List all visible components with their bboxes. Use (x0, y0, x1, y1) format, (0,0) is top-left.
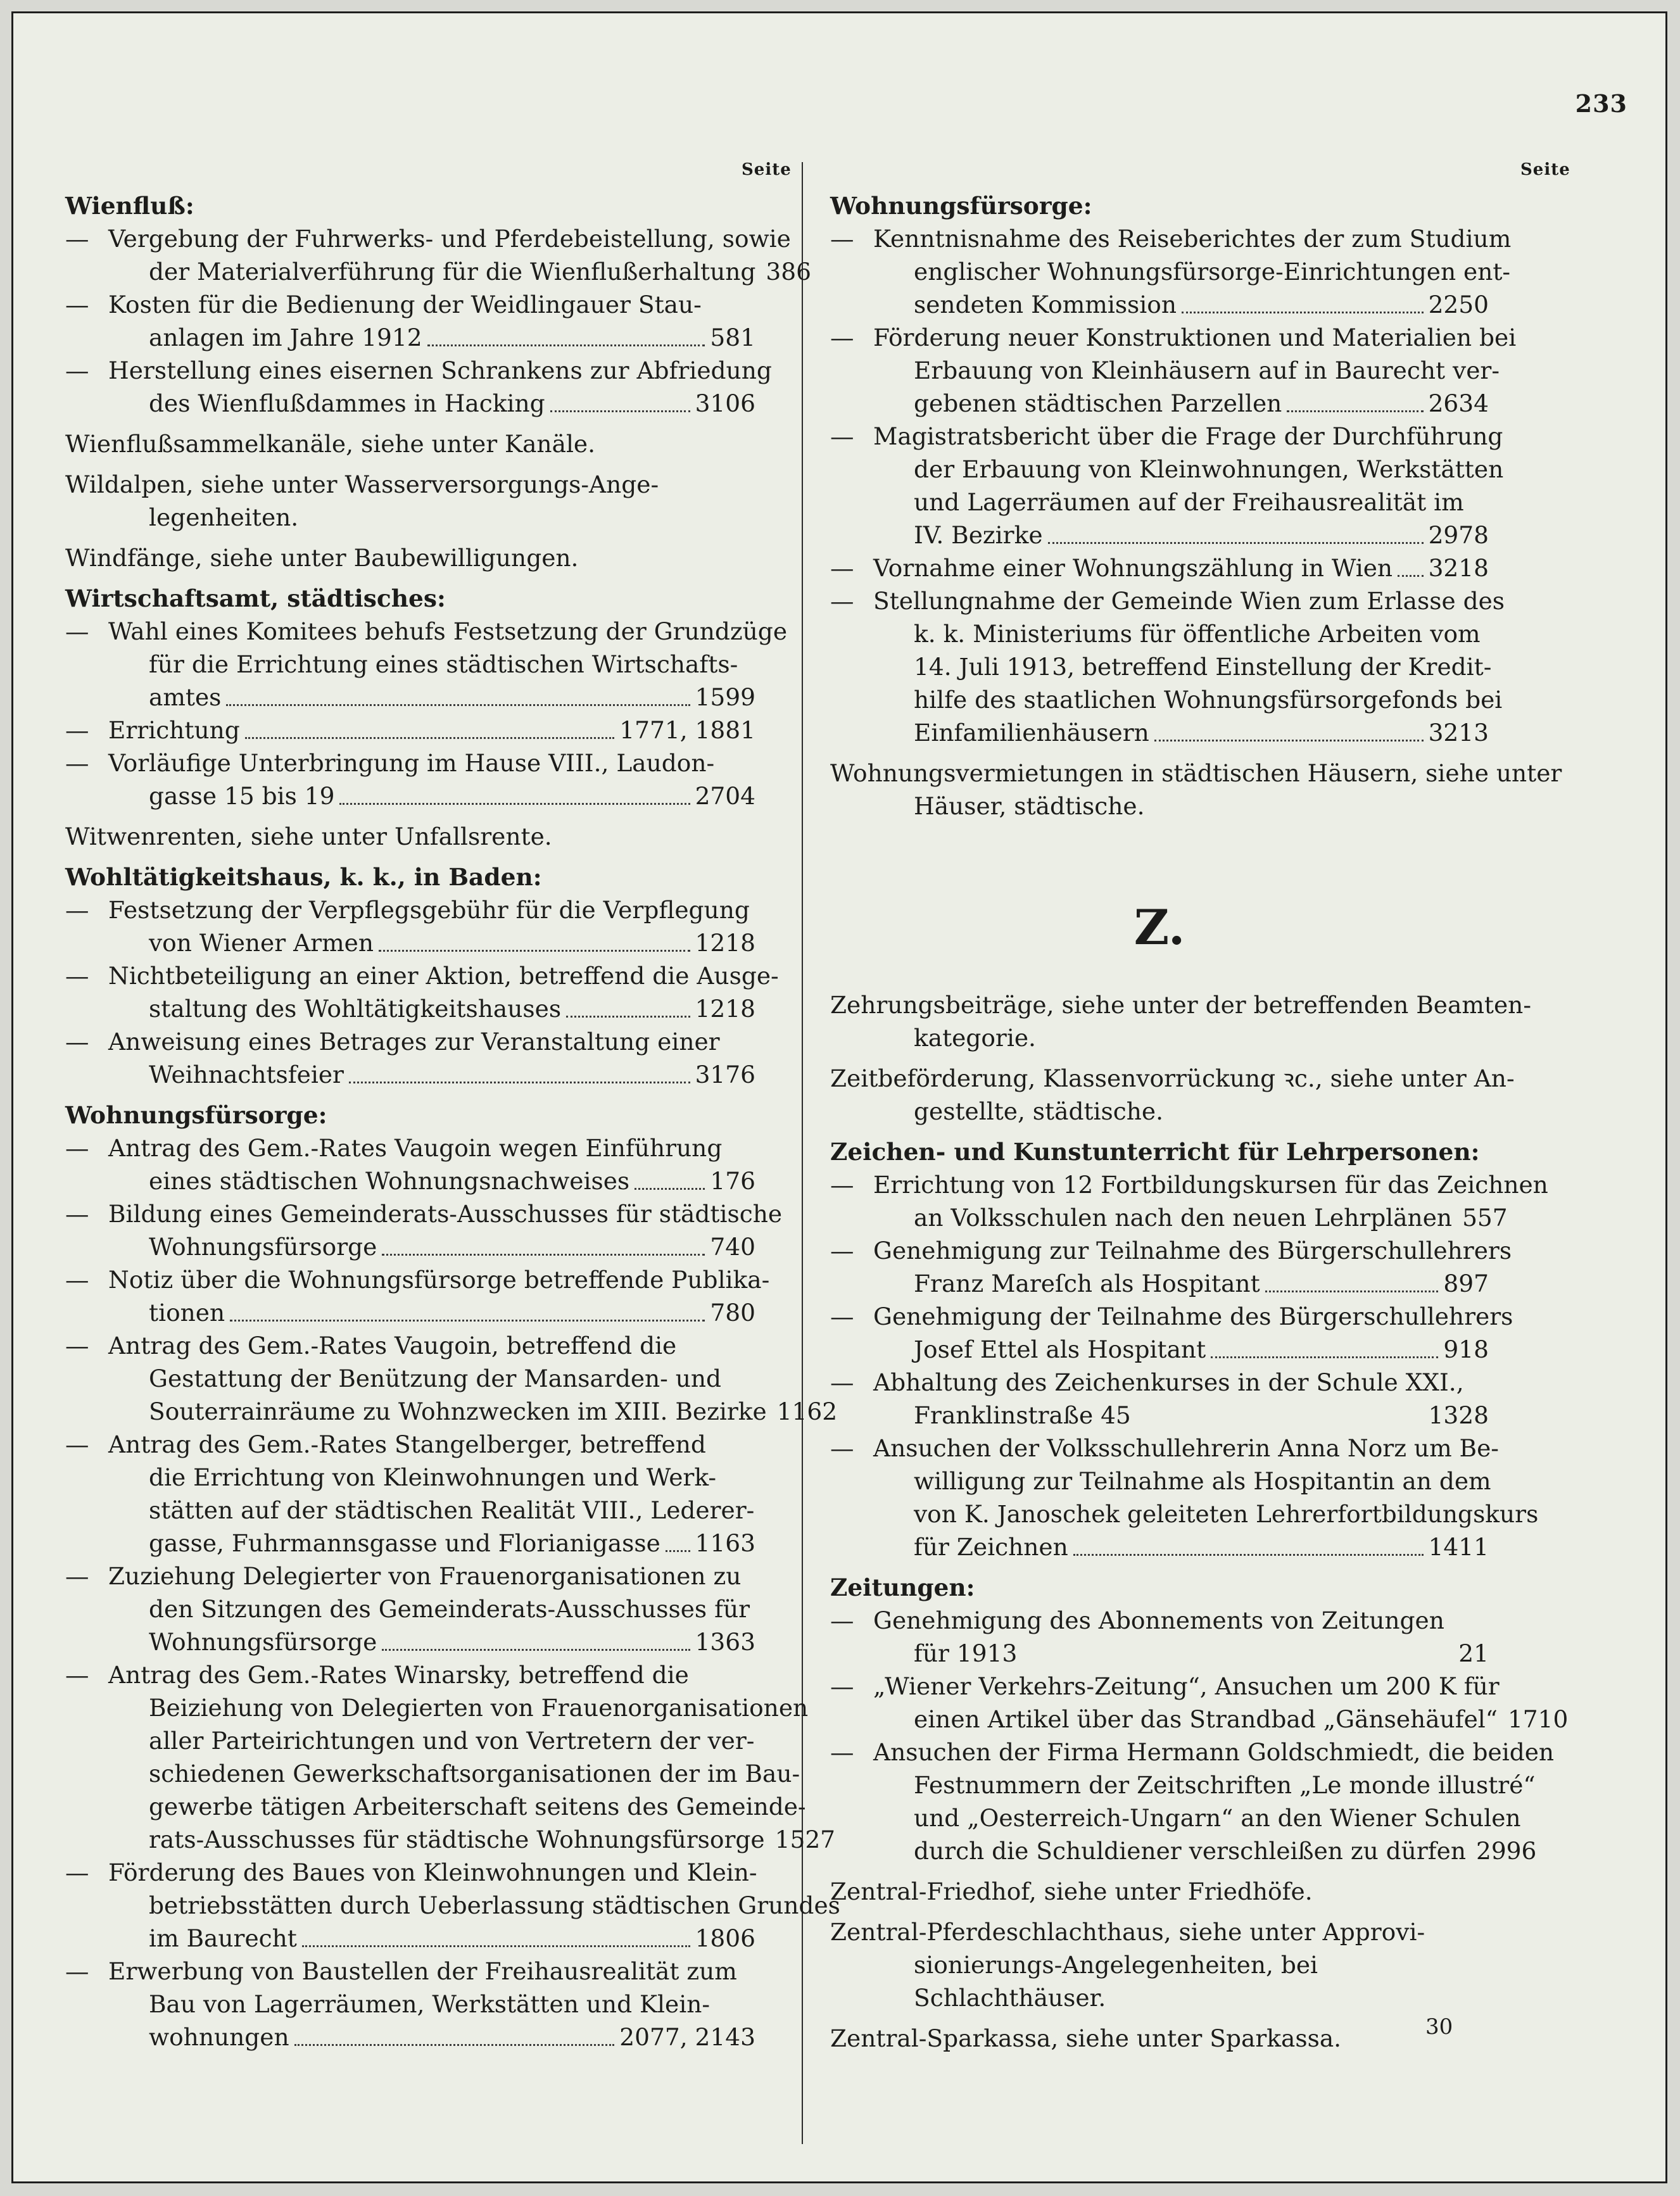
entry-dash: — (65, 1957, 89, 1985)
entry-continuation (830, 1465, 1489, 1498)
entry-continuation (830, 1769, 1536, 1802)
entry-dash: — (830, 1738, 854, 1766)
entry-continuation (65, 387, 755, 420)
page-ref: 176 (710, 1167, 755, 1195)
page-ref: 21 (1458, 1639, 1489, 1667)
entry-text: Kosten für die Bedienung der Weidlingauer Stau- (108, 291, 702, 319)
entry-text: für 1913 (914, 1639, 1018, 1667)
index-entry-continuation: legenheiten. (149, 503, 299, 531)
page-ref: 581 (710, 324, 755, 351)
entry-text: Festsetzung der Verpflegsgebühr für die Verpflegung (108, 896, 750, 924)
index-entry-continuation: Schlachthäuser. (914, 1984, 1106, 2012)
index-group (65, 468, 755, 534)
entry-continuation (830, 1201, 1508, 1234)
entry-continuation (65, 992, 755, 1025)
entry-text: eines städtischen Wohnungsnachweises (149, 1167, 630, 1195)
entry-dash: — (65, 1134, 89, 1162)
entry-text: Anweisung eines Betrages zur Veranstaltung einer (108, 1028, 720, 1056)
entry-dash: — (830, 1368, 854, 1396)
entry-text: englischer Wohnungsfürsorge-Einrichtungen ent- (914, 258, 1511, 286)
entry-text: aller Parteirichtungen und von Vertretern der ver- (149, 1727, 755, 1755)
entry-text: tionen (149, 1299, 225, 1327)
entry-dash: — (830, 1237, 854, 1265)
index-entry-continuation: gestellte, städtische. (914, 1097, 1164, 1125)
entry-text: Errichtung (108, 716, 240, 744)
entry-text: wohnungen (149, 2023, 289, 2051)
entry-text: Notiz über die Wohnungsfürsorge betreffende Publika- (108, 1266, 770, 1294)
entry-continuation (65, 1164, 755, 1197)
entry-dash: — (65, 1266, 89, 1294)
entry-continuation (830, 387, 1489, 420)
entry-line (830, 552, 1489, 584)
entry-text: Franz Mareſch als Hospitant (914, 1270, 1260, 1297)
entry-text: Bildung eines Gemeinderats-Ausschusses für städtische (108, 1200, 783, 1228)
entry-continuation (65, 1724, 755, 1757)
leader-dots (1136, 1391, 1424, 1424)
leader-dots (1073, 1523, 1424, 1556)
entry-continuation (830, 617, 1489, 650)
group-heading: Wohnungsfürsorge: (65, 1101, 327, 1129)
entry-continuation (830, 519, 1489, 552)
leader-dots (294, 2013, 615, 2046)
index-group (830, 2022, 1489, 2055)
entry-text: von Wiener Armen (149, 929, 374, 957)
entry-line (65, 1658, 755, 1691)
page-ref: 2996 (1475, 1837, 1537, 1865)
index-group (830, 988, 1532, 1054)
page-ref: 1363 (695, 1628, 755, 1656)
entry-continuation (830, 1834, 1537, 1867)
entry-continuation (65, 1823, 836, 1856)
entry-text: Abhaltung des Zeichenkurses in der Schule XXI., (873, 1368, 1464, 1396)
entry-text: und „Oesterreich-Ungarn“ an den Wiener Schulen (914, 1804, 1521, 1832)
leader-dots (245, 706, 615, 739)
entry-text: gasse, Fuhrmannsgasse und Florianigasse (149, 1529, 660, 1557)
page-ref: 3106 (695, 389, 755, 417)
index-group (830, 1135, 1548, 1563)
leader-dots (302, 1914, 690, 1947)
page-ref: 1218 (695, 995, 755, 1023)
entry-continuation (65, 1494, 755, 1527)
entry-continuation (65, 926, 755, 959)
leader-dots (1211, 1325, 1438, 1358)
entry-text: Antrag des Gem.-Rates Vaugoin, betreffend die (108, 1332, 677, 1360)
entry-text: des Wienflußdammes in Hacking (149, 389, 545, 417)
entry-line (830, 584, 1505, 617)
page-ref: 918 (1443, 1335, 1489, 1363)
entry-line (830, 222, 1512, 255)
entry-dash: — (65, 617, 89, 645)
entry-text: Antrag des Gem.-Rates Winarsky, betreffend die (108, 1661, 689, 1689)
entry-continuation (830, 716, 1489, 749)
entry-dash: — (65, 1028, 89, 1056)
entry-text: Josef Ettel als Hospitant (914, 1335, 1206, 1363)
footer-number: 30 (1425, 2014, 1453, 2040)
entry-text: den Sitzungen des Gemeinderats-Ausschusses für (149, 1595, 750, 1623)
page-ref: 1527 (774, 1826, 836, 1853)
page-ref: 2250 (1428, 291, 1489, 319)
entry-text: Wohnungsfürsorge (149, 1233, 377, 1261)
entry-continuation (65, 1230, 755, 1263)
right-column-header: Seite (1520, 160, 1570, 179)
entry-text: rats-Ausschusses für städtische Wohnungsfürsorge (149, 1826, 765, 1853)
leader-dots (550, 379, 690, 412)
entry-line (830, 1432, 1499, 1465)
entry-text: Ansuchen der Firma Hermann Goldschmiedt, die beiden (873, 1738, 1555, 1766)
entry-line (65, 1955, 755, 1988)
page-ref: 1218 (695, 929, 755, 957)
leader-dots (1265, 1259, 1439, 1292)
left-column (65, 189, 840, 2061)
leader-dots (1398, 544, 1424, 577)
entry-line (65, 1560, 755, 1593)
entry-text: Herstellung eines eisernen Schrankens zur Abfriedung (108, 357, 772, 384)
index-group (65, 820, 755, 853)
entry-line (830, 1670, 1500, 1703)
entry-continuation (65, 1527, 755, 1560)
page-ref: 1710 (1507, 1705, 1569, 1733)
entry-text: und Lagerräumen auf der Freihausrealität im (914, 488, 1464, 516)
entry-dash: — (830, 422, 854, 450)
entry-dash: — (65, 357, 89, 384)
leader-dots (1154, 709, 1424, 741)
index-group (830, 189, 1517, 749)
entry-text: betriebsstätten durch Ueberlassung städtischen Grundes (149, 1891, 840, 1919)
entry-dash: — (65, 1858, 89, 1886)
entry-line (830, 420, 1503, 453)
entry-line (65, 1856, 755, 1889)
group-heading: Wienfluß: (65, 192, 194, 220)
entry-text: Förderung neuer Konstruktionen und Materialien bei (873, 324, 1517, 351)
index-group (65, 427, 755, 460)
entry-text: einen Artikel über das Strandbad „Gänsehäufel“ (914, 1705, 1498, 1733)
left-column-header: Seite (742, 160, 792, 179)
leader-dots (349, 1051, 690, 1083)
entry-text: Kenntnisnahme des Reiseberichtes der zum Studium (873, 225, 1512, 253)
entry-text: k. k. Ministeriums für öffentliche Arbeiten vom (914, 620, 1481, 648)
entry-text: für Zeichnen (914, 1533, 1068, 1561)
entry-text: gebenen städtischen Parzellen (914, 389, 1282, 417)
entry-dash: — (830, 324, 854, 351)
page-ref: 1771, 1881 (619, 716, 755, 744)
entry-dash: — (65, 1661, 89, 1689)
page-ref: 557 (1462, 1204, 1508, 1232)
entry-text: Zuziehung Delegierter von Frauenorganisationen zu (108, 1562, 742, 1590)
entry-dash: — (65, 291, 89, 319)
entry-continuation (830, 1267, 1489, 1300)
entry-text: Nichtbeteiligung an einer Aktion, betreffend die Ausge- (108, 962, 779, 990)
entry-text: Franklinstraße 45 (914, 1401, 1131, 1429)
entry-dash: — (830, 1303, 854, 1330)
index-entry: Windfänge, siehe unter Baubewilligungen. (65, 544, 579, 572)
entry-text: Genehmigung des Abonnements von Zeitungen (873, 1606, 1444, 1634)
entry-dash: — (830, 1672, 854, 1700)
entry-dash: — (65, 1562, 89, 1590)
index-entry: Zehrungsbeiträge, siehe unter der betreffenden Beamten- (830, 991, 1532, 1019)
entry-text: Ansuchen der Volksschullehrerin Anna Norz um Be- (873, 1434, 1499, 1462)
index-entry: Wohnungsvermietungen in städtischen Häusern, siehe unter (830, 759, 1562, 787)
entry-text: Errichtung von 12 Fortbildungskursen für das Zeichnen (873, 1171, 1548, 1199)
entry-text: stätten auf der städtischen Realität VIII., Lederer- (149, 1496, 755, 1524)
entry-continuation (65, 1922, 755, 1955)
entry-text: Wahl eines Komitees behufs Festsetzung der Grundzüge (108, 617, 788, 645)
page-ref: 897 (1443, 1270, 1489, 1297)
entry-dash: — (830, 554, 854, 582)
entry-continuation (830, 1333, 1489, 1366)
page-ref: 740 (710, 1233, 755, 1261)
index-group (830, 1915, 1489, 2014)
entry-text: Beiziehung von Delegierten von Frauenorganisationen (149, 1694, 809, 1722)
leader-dots (382, 1223, 705, 1256)
entry-text: durch die Schuldiener verschleißen zu dürfen (914, 1837, 1466, 1865)
entry-text: gasse 15 bis 19 (149, 782, 335, 810)
entry-text: schiedenen Gewerkschaftsorganisationen der im Bau- (149, 1760, 800, 1788)
entry-continuation (830, 1703, 1569, 1736)
leader-dots (1022, 1629, 1453, 1662)
index-entry-continuation: sionierungs-Angelegenheiten, bei (914, 1951, 1318, 1979)
page-ref: 386 (766, 258, 811, 286)
index-group (65, 582, 788, 812)
entry-text: Genehmigung der Teilnahme des Bürgerschullehrers (873, 1303, 1513, 1330)
page-ref: 3218 (1428, 554, 1489, 582)
page-ref: 1806 (695, 1924, 755, 1952)
entry-dash: — (65, 896, 89, 924)
index-group (830, 757, 1562, 823)
entry-continuation (65, 2021, 755, 2054)
index-entry: Zentral-Friedhof, siehe unter Friedhöfe. (830, 1877, 1313, 1905)
entry-continuation (65, 1757, 800, 1790)
page-ref: 3176 (695, 1061, 755, 1089)
entry-dash: — (65, 1200, 89, 1228)
entry-text: anlagen im Jahre 1912 (149, 324, 422, 351)
entry-line (65, 714, 755, 747)
entry-dash: — (65, 962, 89, 990)
leader-dots (226, 673, 690, 706)
leader-dots (635, 1157, 705, 1190)
entry-text: von K. Janoschek geleiteten Lehrerfortbildungskurs (914, 1500, 1539, 1528)
index-entry: Wienflußsammelkanäle, siehe unter Kanäle. (65, 430, 596, 458)
entry-continuation (65, 1296, 755, 1329)
entry-continuation (830, 453, 1504, 486)
entry-continuation (830, 1530, 1489, 1563)
index-entry: Zentral-Pferdeschlachthaus, siehe unter Approvi- (830, 1918, 1425, 1946)
leader-dots (379, 919, 690, 952)
entry-text: Gestattung der Benützung der Mansarden- und (149, 1365, 722, 1392)
entry-line (830, 321, 1517, 354)
entry-continuation (830, 1802, 1521, 1834)
entry-text: der Erbauung von Kleinwohnungen, Werkstätten (914, 455, 1504, 483)
entry-line (65, 1329, 755, 1362)
entry-text: staltung des Wohltätigkeitshauses (149, 995, 562, 1023)
entry-text: Bau von Lagerräumen, Werkstätten und Klein- (149, 1990, 711, 2018)
entry-text: Magistratsbericht über die Frage der Durchführung (873, 422, 1503, 450)
page-ref: 780 (710, 1299, 755, 1327)
index-entry-continuation: Häuser, städtische. (914, 792, 1145, 820)
page-ref: 2634 (1428, 389, 1489, 417)
entry-dash: — (830, 1171, 854, 1199)
entry-text: an Volksschulen nach den neuen Lehrplänen (914, 1204, 1453, 1232)
entry-text: willigung zur Teilnahme als Hospitantin an dem (914, 1467, 1491, 1495)
entry-dash: — (65, 1430, 89, 1458)
entry-text: Einfamilienhäusern (914, 719, 1149, 747)
entry-dash: — (65, 1332, 89, 1360)
page-ref: 3213 (1428, 719, 1489, 747)
entry-text: der Materialverführung für die Wienflußerhaltung (149, 258, 756, 286)
entry-text: die Errichtung von Kleinwohnungen und Werk- (149, 1463, 717, 1491)
entry-dash: — (830, 1606, 854, 1634)
group-heading: Wohltätigkeitshaus, k. k., in Baden: (65, 863, 542, 891)
entry-text: Vornahme einer Wohnungszählung in Wien (873, 554, 1393, 582)
entry-line (830, 1168, 1548, 1201)
index-group (830, 1062, 1515, 1128)
entry-dash: — (65, 749, 89, 777)
entry-continuation (65, 255, 811, 288)
entry-text: für die Errichtung eines städtischen Wirtschafts- (149, 650, 738, 678)
index-group (65, 861, 779, 1091)
entry-text: Genehmigung zur Teilnahme des Bürgerschullehrers (873, 1237, 1512, 1265)
entry-dash: — (65, 716, 89, 744)
leader-dots (339, 772, 690, 805)
entry-continuation (830, 1399, 1489, 1432)
entry-continuation (830, 1637, 1489, 1670)
page-ref: 1328 (1428, 1401, 1489, 1429)
entry-dash: — (830, 1434, 854, 1462)
entry-text: im Baurecht (149, 1924, 297, 1952)
entry-text: hilfe des staatlichen Wohnungsfürsorgefonds bei (914, 686, 1503, 714)
entry-text: Vorläufige Unterbringung im Hause VIII., Laudon- (108, 749, 715, 777)
entry-text: sendeten Kommission (914, 291, 1177, 319)
entry-text: Antrag des Gem.-Rates Stangelberger, betreffend (108, 1430, 706, 1458)
section-letter: Z. (1134, 899, 1185, 956)
index-group (65, 189, 811, 420)
leader-dots (666, 1519, 690, 1552)
right-column (830, 189, 1569, 2062)
entry-text: Vergebung der Fuhrwerks- und Pferdebeistellung, sowie (108, 225, 791, 253)
group-heading: Wohnungsfürsorge: (830, 192, 1092, 220)
leader-dots (566, 985, 690, 1018)
entry-text: Stellungnahme der Gemeinde Wien zum Erlasse des (873, 587, 1505, 615)
index-entry: Witwenrenten, siehe unter Unfallsrente. (65, 823, 552, 850)
group-heading: Zeichen- und Kunstunterricht für Lehrpersonen: (830, 1138, 1480, 1166)
page-ref: 1163 (695, 1529, 755, 1557)
group-heading: Zeitungen: (830, 1574, 975, 1601)
page-ref: 1411 (1428, 1533, 1489, 1561)
leader-dots (427, 313, 705, 346)
index-group (830, 899, 1489, 956)
index-page (11, 11, 1667, 2183)
entry-text: Erwerbung von Baustellen der Freihausrealität zum (108, 1957, 737, 1985)
entry-line (65, 615, 788, 648)
entry-text: Antrag des Gem.-Rates Vaugoin wegen Einführung (108, 1134, 723, 1162)
entry-continuation (65, 1790, 806, 1823)
entry-text: 14. Juli 1913, betreffend Einstellung der Kredit- (914, 653, 1492, 681)
entry-text: Förderung des Baues von Kleinwohnungen und Klein- (108, 1858, 757, 1886)
leader-dots (230, 1289, 705, 1322)
index-group (830, 1875, 1489, 1908)
index-entry: Zentral-Sparkassa, siehe unter Sparkassa. (830, 2024, 1342, 2052)
entry-dash: — (830, 587, 854, 615)
entry-continuation (65, 1625, 755, 1658)
entry-continuation (65, 779, 755, 812)
entry-continuation (65, 1058, 755, 1091)
entry-line (65, 222, 791, 255)
entry-text: Souterrainräume zu Wohnzwecken im XIII. Bezirke (149, 1398, 767, 1425)
entry-continuation (65, 321, 755, 354)
group-heading: Wirtschaftsamt, städtisches: (65, 584, 446, 612)
leader-dots (1182, 281, 1424, 313)
leader-dots (1048, 511, 1424, 544)
entry-dash: — (830, 225, 854, 253)
index-group (65, 1099, 840, 2054)
page-ref: 2978 (1428, 521, 1489, 549)
page-ref: 1162 (776, 1398, 838, 1425)
entry-continuation (65, 1461, 755, 1494)
entry-text: „Wiener Verkehrs-Zeitung“, Ansuchen um 200 K für (873, 1672, 1500, 1700)
leader-dots (1287, 379, 1423, 412)
page-ref: 2704 (695, 782, 755, 810)
index-group (830, 1571, 1569, 1867)
entry-continuation (830, 650, 1492, 683)
entry-text: Wohnungsfürsorge (149, 1628, 377, 1656)
entry-text: Erbauung von Kleinhäusern auf in Baurecht ver- (914, 357, 1500, 384)
index-entry: Zeitbeförderung, Klassenvorrückung ꝛc., siehe unter An- (830, 1064, 1515, 1092)
entry-continuation (65, 1395, 838, 1428)
entry-text: IV. Bezirke (914, 521, 1043, 549)
leader-dots (382, 1618, 690, 1651)
index-entry: Wildalpen, siehe unter Wasserversorgungs-Ange- (65, 470, 659, 498)
index-group (65, 541, 755, 574)
entry-text: gewerbe tätigen Arbeiterschaft seitens des Gemeinde- (149, 1793, 806, 1821)
entry-continuation (65, 1362, 755, 1395)
entry-text: amtes (149, 683, 222, 711)
entry-text: Festnummern der Zeitschriften „Le monde illustré“ (914, 1771, 1536, 1799)
entry-continuation (830, 288, 1489, 321)
page-number: 233 (1575, 89, 1627, 118)
entry-line (830, 1736, 1555, 1769)
entry-text: Weihnachtsfeier (149, 1061, 344, 1089)
page-ref: 2077, 2143 (619, 2023, 755, 2051)
page-ref: 1599 (695, 683, 755, 711)
entry-line (65, 1428, 755, 1461)
entry-dash: — (65, 225, 89, 253)
index-entry-continuation: kategorie. (914, 1024, 1036, 1052)
entry-continuation (65, 1691, 809, 1724)
